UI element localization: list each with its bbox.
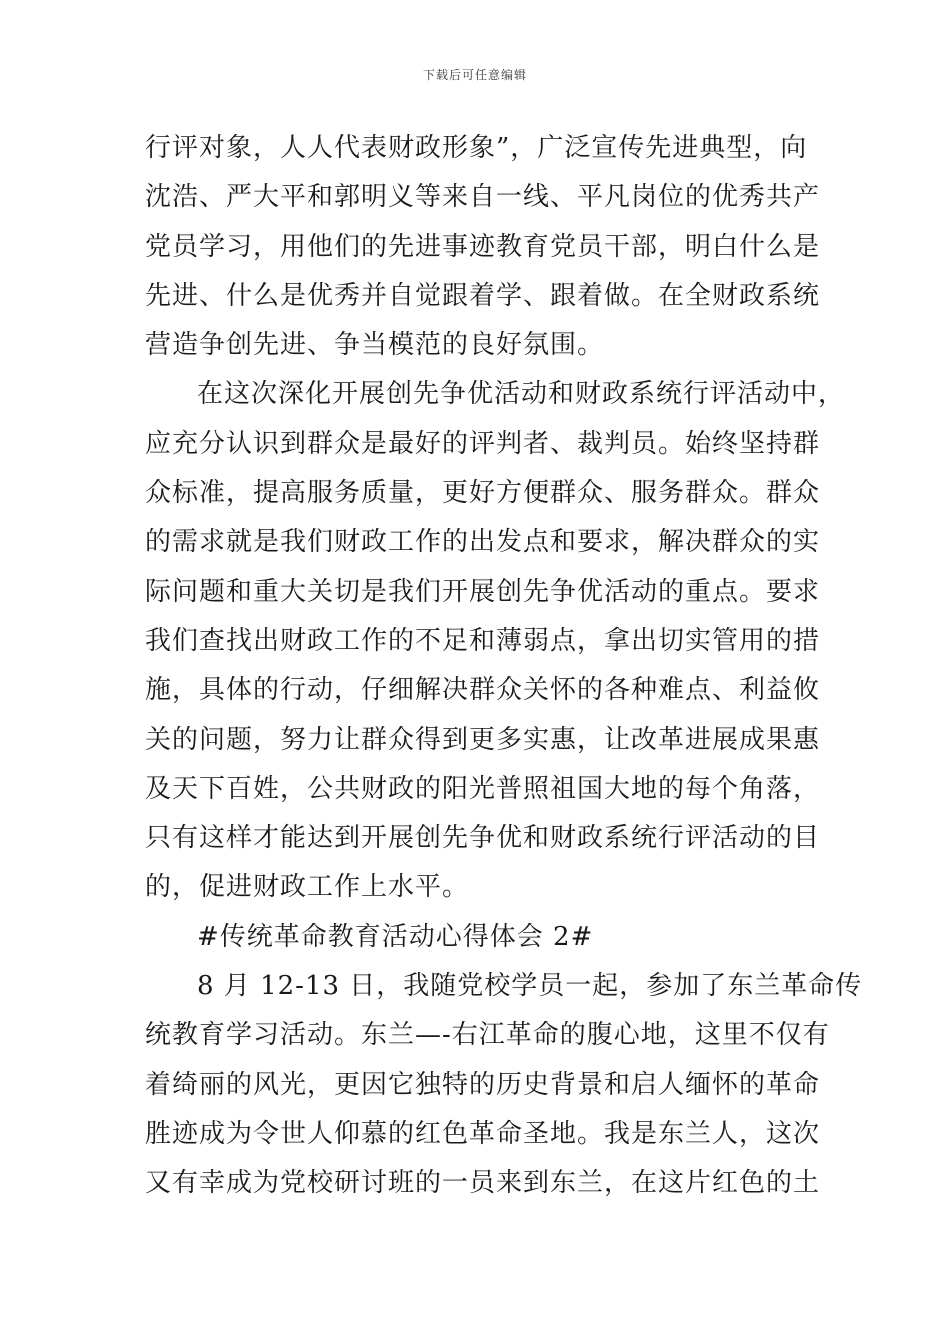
- page-header: 下载后可任意编辑: [422, 68, 527, 82]
- text-line: 党员学习，用他们的先进事迹教育党员干部，明白什么是: [145, 231, 821, 262]
- text-line: 又有幸成为党校研讨班的一员来到东兰，在这片红色的土: [145, 1168, 821, 1199]
- text-line: 统教育学习活动。东兰—-右江革命的腹心地，这里不仅有: [145, 1020, 830, 1051]
- document-body: [145, 124, 863, 1209]
- paragraph-first-line: 8 月 12-13 日，我随党校学员一起，参加了东兰革命传: [197, 971, 863, 1002]
- text-line: 行评对象，人人代表财政形象”，广泛宣传先进典型，向: [145, 133, 808, 163]
- text-line: 应充分认识到群众是最好的评判者、裁判员。始终坚持群: [145, 428, 821, 459]
- text-line: 际问题和重大关切是我们开展创先争优活动的重点。要求: [145, 576, 821, 607]
- text-line: 我们查找出财政工作的不足和薄弱点，拿出切实管用的措: [145, 625, 821, 656]
- text-line: 关的问题，努力让群众得到更多实惠，让改革进展成果惠: [145, 724, 821, 755]
- text-line: 的，促进财政工作上水平。: [145, 872, 470, 903]
- text-line: 及天下百姓，公共财政的阳光普照祖国大地的每个角落，: [145, 773, 821, 804]
- text-line: 沈浩、严大平和郭明义等来自一线、平凡岗位的优秀共产: [145, 182, 821, 213]
- text-line: 先进、什么是优秀并自觉跟着学、跟着做。在全财政系统: [145, 280, 821, 311]
- text-line: 胜迹成为令世人仰慕的红色革命圣地。我是东兰人，这次: [145, 1118, 821, 1149]
- paragraph-first-line: 在这次深化开展创先争优活动和财政系统行评活动中，: [197, 379, 846, 410]
- text-line: 营造争创先进、争当模范的良好氛围。: [145, 330, 605, 361]
- text-line: 只有这样才能达到开展创先争优和财政系统行评活动的目: [145, 823, 821, 854]
- text-line: 着绮丽的风光，更因它独特的历史背景和启人缅怀的革命: [145, 1069, 821, 1100]
- text-line: 的需求就是我们财政工作的出发点和要求，解决群众的实: [145, 527, 821, 558]
- text-line: 施，具体的行动，仔细解决群众关怀的各种难点、利益攸: [145, 675, 821, 706]
- section-heading: #传统革命教育活动心得体会 2#: [197, 921, 594, 952]
- text-line: 众标准，提高服务质量，更好方便群众、服务群众。群众: [145, 478, 821, 509]
